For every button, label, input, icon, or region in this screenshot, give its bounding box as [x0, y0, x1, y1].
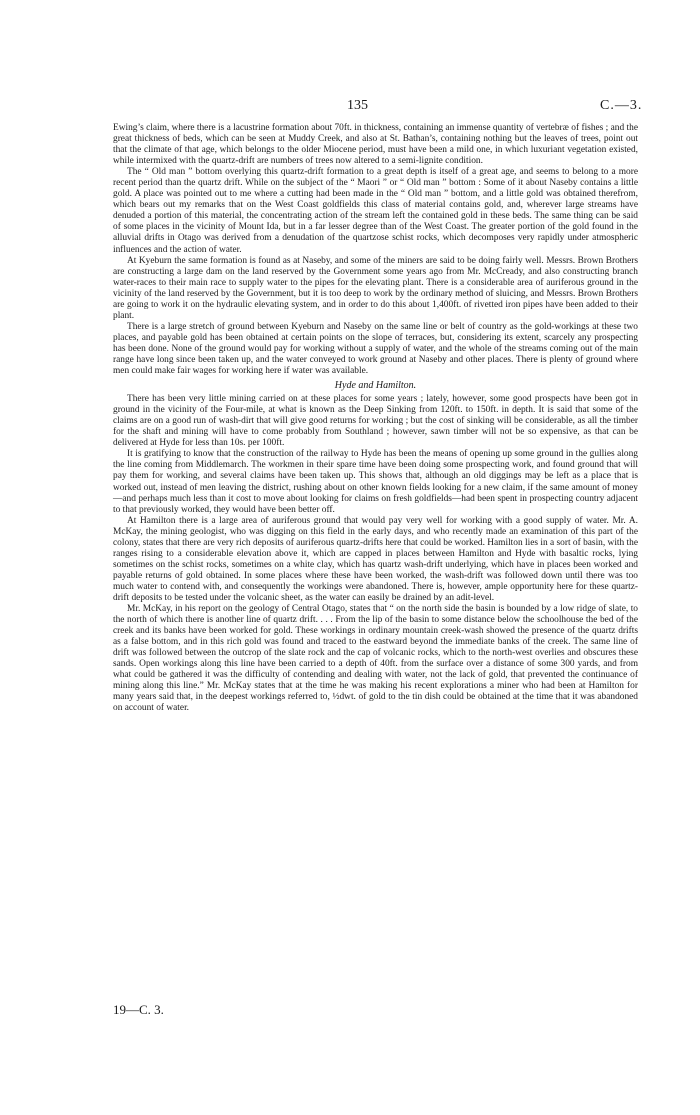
- document-code: C.—3.: [600, 98, 643, 113]
- paragraph: The “ Old man ” bottom overlying this quartz-drift formation to a great depth is itself of a great age, and seems to belong to a more recent period than the quartz drift. While on the subject of the “ Maori ” or “ Old man ” bottom : Some of it about Naseby contains a little gold. A place was pointed out to me where a cutting had been made in the “ Old man ” bottom, and a little gold was obtained therefrom, which bears out my remarks that on the West Coast goldfields this class of material contains gold, and, wherever large streams have denuded a portion of this material, the concentrating action of the stream left the contained gold in these beds. The same thing can be said of some places in the vicinity of Mount Ida, but in a far lesser degree than of the West Coast. The greater portion of the gold found in the alluvial drifts in Otago was derived from a denudation of the quartzose schist rocks, which decomposes very rapidly under atmospheric influences and the action of water.: [113, 167, 638, 255]
- paragraph: At Kyeburn the same formation is found as at Naseby, and some of the miners are said to be doing fairly well. Messrs. Brown Brothers are constructing a large dam on the land reserved by the Government some years ago from Mr. McCready, and also constructing branch water-races to their main race to supply water to the pipes for the elevating plant. There is a considerable area of auriferous ground in the vicinity of the land reserved by the Government, but it is too deep to work by the ordinary method of sluicing, and Messrs. Brown Brothers are going to work it on the hydraulic elevating system, and in order to do this about 1,400ft. of rivetted iron pipes have been added to their plant.: [113, 255, 638, 321]
- paragraph: It is gratifying to know that the construction of the railway to Hyde has been the means of opening up some ground in the gullies along the line coming from Middlemarch. The workmen in their spare time have been doing some prospecting work, and found ground that will pay them for working, and several claims have been taken up. This shows that, although an old diggings may be left as a place that is worked out, instead of men leaving the district, rushing about on other known fields looking for a new claim, if the same amount of money—and perhaps much less than it cost to move about looking for claims on fresh goldfields—had been spent in prospecting country adjacent to that previously worked, they would have been better off.: [113, 449, 638, 515]
- paragraph: There is a large stretch of ground between Kyeburn and Naseby on the same line or belt of country as the gold-workings at these two places, and payable gold has been obtained at certain points on the slope of terraces, but, considering its extent, scarcely any prospecting has been done. None of the ground would pay for working without a supply of water, and the whole of the streams coming out of the main range have long since been taken up, and the water conveyed to work ground at Naseby and other places. There is plenty of ground where men could make fair wages for working here if water was available.: [113, 321, 638, 377]
- signature-mark: 19—C. 3.: [113, 1002, 164, 1017]
- paragraph: Ewing’s claim, where there is a lacustrine formation about 70ft. in thickness, containing an immense quantity of vertebræ of fishes ; and the great thickness of beds, which can be seen at Muddy Creek, and also at St. Bathan’s, containing nothing but the leaves of trees, point out that the climate of that age, which belongs to the older Miocene period, must have been a mild one, in which luxuriant vegetation existed, while intermixed with the quartz-drift are numbers of trees now altered to a semi-lignite condition.: [113, 123, 638, 167]
- page-header: [0, 98, 700, 118]
- body-text: [113, 123, 638, 714]
- paragraph: There has been very little mining carried on at these places for some years ; lately, however, some good prospects have been got in ground in the vicinity of the Four-mile, at what is known as the Deep Sinking from 120ft. to 150ft. in depth. It is said that some of the claims are on a good run of wash-dirt that will give good returns for working ; but the cost of sinking will be considerable, as all the timber for the shaft and mining will have to come probably from Southland ; however, sawn timber will not be so expensive, as that can be delivered at Hyde for less than 10s. per 100ft.: [113, 394, 638, 449]
- section-heading: Hyde and Hamilton.: [334, 380, 417, 392]
- paragraph: Mr. McKay, in his report on the geology of Central Otago, states that “ on the north side the basin is bounded by a low ridge of slate, to the north of which there is another line of quartz drift. . . . From the lip of the basin to some distance below the schoolhouse the bed of the creek and its banks have been worked for gold. These workings in ordinary mountain creek-wash showed the presence of the quartz drifts as a false bottom, and in this rich gold was found and traced to the eastward beyond the immediate banks of the creek. The same line of drift was followed between the outcrop of the slate rock and the cap of volcanic rocks, which to the north-west overlies and obscures these sands. Open workings along this line have been carried to a depth of 40ft. from the surface over a distance of some 300 yards, and from what could be gathered it was the difficulty of contending and dealing with water, not the lack of gold, that prevented the continuance of mining along this line.” Mr. McKay states that at the time he was making his recent explorations a miner who had been at Hamilton for many years said that, in the deepest workings referred to, ½dwt. of gold to the tin dish could be obtained at the time that it was abandoned on account of water.: [113, 604, 638, 714]
- page-number: 135: [347, 98, 368, 113]
- paragraph: At Hamilton there is a large area of auriferous ground that would pay very well for working with a good supply of water. Mr. A. McKay, the mining geologist, who was digging on this field in the early days, and who recently made an examination of this part of the colony, states that there are very rich deposits of auriferous quartz-drifts here that could be worked. Hamilton lies in a sort of basin, with the ranges rising to a considerable elevation above it, which are capped in places between Hamilton and Hyde with basaltic rocks, lying sometimes on the schist rocks, sometimes on a white clay, which has quartz wash-drift underlying, which have in places been worked and payable returns of gold obtained. In some places where these have been worked, the wash-drift was followed down until there was too much water to contend with, and consequently the workings were abandoned. There is, however, ample opportunity here for these quartz-drift deposits to be tested under the volcanic sheet, as the water can easily be drained by an adit-level.: [113, 515, 639, 603]
